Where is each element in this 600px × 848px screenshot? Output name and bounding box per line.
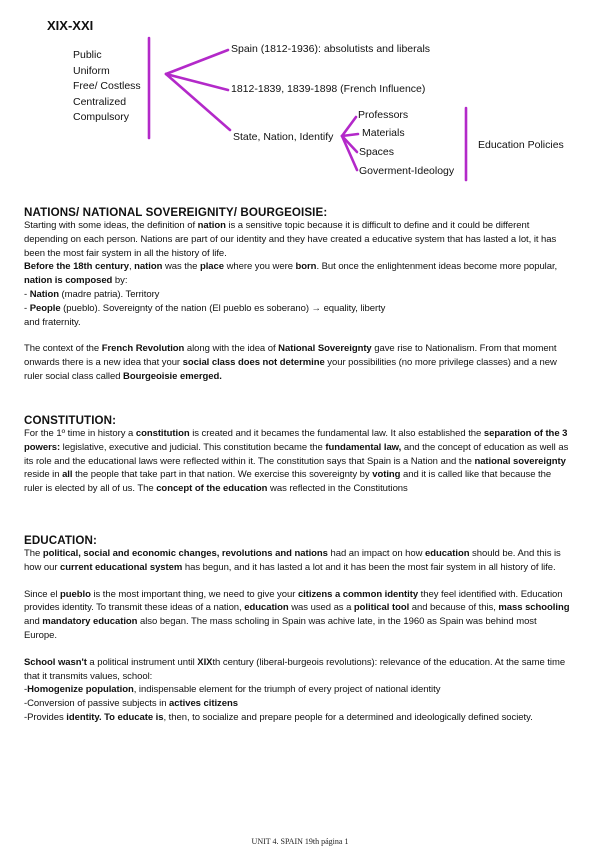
list-item (24, 683, 572, 697)
list-item-continued (24, 316, 572, 330)
text-run: -Conversion of passive subjects in (24, 698, 170, 710)
bold-text-run: mass schooling (498, 602, 570, 614)
text-run: along with the idea of (184, 343, 279, 355)
text-run: , (128, 261, 135, 273)
text-run: and because of this, (409, 602, 499, 614)
text-run: by: (112, 275, 128, 287)
bold-text-run: constitution (135, 428, 190, 439)
bold-text-run: voting (372, 469, 401, 481)
text-run: - (24, 684, 28, 696)
text-run: (pueblo). Sovereignty of the nation (El pueblo es soberano) → equality, liberty (60, 302, 386, 314)
text-run: , then, to socialize and prepare people for a determined and ideologically defined society. (163, 711, 533, 723)
bold-text-run: XIX (197, 656, 213, 668)
bold-text-run: Nation (29, 288, 59, 300)
sub-item-spaces: Spaces (359, 146, 395, 158)
text-run: is created and it becames the fundamental law. It also established the (189, 428, 484, 439)
text-run: is a sensitive topic because it is difficult to define and it could be different depending on each person. Nations are part of our identity and they have created a educative system that has lasted a lot, it has been the most fair system in all the history of life. (24, 220, 557, 259)
text-run: gave rise to Nationalism. From that moment onwards there is a new idea that your (24, 343, 557, 369)
characteristic-item: Compulsory (73, 111, 130, 123)
characteristic-item: Uniform (73, 64, 110, 77)
connector-sub-4 (342, 136, 357, 170)
text-run: The context of the (24, 343, 102, 355)
diagram-title: XIX-XXI (47, 18, 94, 33)
text-run: th century (liberal-burgeois revolutions): relevance of the education. At the same time that it transmits values, school: (24, 656, 566, 682)
bold-text-run: current educational system (60, 561, 183, 573)
text-run: had an impact on how (327, 548, 426, 559)
bold-text-run: national sovereignty (474, 455, 566, 467)
bold-text-run: pueblo (60, 588, 91, 600)
bold-text-run: separation of the 3 powers: (24, 428, 568, 453)
bold-text-run: fundamental law, (325, 441, 402, 453)
paragraph (24, 588, 572, 643)
bold-text-run: social class does not determine (182, 357, 325, 369)
text-run: was the (162, 261, 200, 273)
list-item (24, 288, 572, 302)
text-run: -Provides (24, 711, 67, 723)
list-item (24, 711, 572, 725)
bold-text-run: born (295, 261, 317, 273)
text-run: the people that take part in that nation. We exercise this sovereignty by (72, 469, 373, 481)
text-run: and it is called like that because the ruler is elected by all of us. The (24, 469, 552, 495)
bold-text-run: all (62, 469, 73, 481)
bold-text-run: School wasn't (24, 656, 87, 668)
paragraph (24, 342, 572, 383)
bold-text-run: nation (197, 220, 226, 231)
text-run: - (24, 302, 30, 314)
branch-dates: 1812-1839, 1839-1898 (French Influence) (231, 83, 426, 95)
sub-item-professors: Professors (358, 109, 409, 121)
text-run: a political instrument until (86, 656, 198, 668)
diagram-connectors (0, 0, 600, 210)
characteristic-item: Free/ Costless (73, 80, 141, 92)
bold-text-run: mandatory education (42, 616, 138, 628)
bold-text-run: French Revolution (101, 343, 185, 355)
text-run: and (24, 616, 43, 628)
bold-text-run: political tool (353, 602, 410, 614)
list-item (24, 697, 572, 711)
bold-text-run: political, social and economic changes, revolutions and nations (42, 548, 328, 559)
page-footer: UNIT 4. SPAIN 19th página 1 (251, 837, 349, 846)
text-run: , indispensable element for the triumph of every project of national identity (133, 684, 441, 696)
bold-text-run: National Sovereignty (278, 343, 372, 355)
sub-item-materials: Materials (362, 127, 405, 139)
text-run: has begun, and it has lasted a lot and it has been the most fair system in all history of life. (182, 561, 556, 573)
characteristic-item: Public (73, 49, 102, 61)
section-nations (24, 206, 572, 384)
bold-text-run: People (29, 302, 61, 314)
bold-text-run: nation is composed (24, 275, 113, 287)
text-run: was reflected in the Constitutions (267, 483, 408, 495)
text-run: they feel identified with. Education provides identity. To transmit these ideas of a nation, (24, 588, 563, 614)
bold-text-run: identity. To educate is (66, 711, 164, 723)
bold-text-run: nation (134, 261, 163, 273)
text-run: is the most important thing, we need to give your (90, 588, 298, 600)
text-run: For the 1º time in history a (24, 428, 136, 439)
text-run: reside in (24, 469, 63, 481)
branch-state: State, Nation, Identify (233, 131, 334, 143)
text-run: and the concept of education as well as its role and the educational laws were reflected within it. The constitution says that Spain is a Nation and the (24, 441, 569, 467)
bold-text-run: education (425, 548, 470, 559)
paragraph (24, 656, 572, 684)
connector-branch-1 (166, 50, 228, 74)
bold-text-run: citizens a common identity (297, 588, 419, 600)
paragraph (24, 427, 572, 496)
text-run: Starting with some ideas, the definition of (24, 220, 198, 231)
bold-text-run: Before the 18th century (24, 261, 129, 273)
bold-text-run: Bourgeoisie emerged. (123, 370, 222, 382)
text-run: should be. And this is how our (24, 548, 561, 573)
bold-text-run: Homogenize population (27, 684, 134, 696)
text-run: your possibilities (no more privilege classes) and a new ruler social class called (24, 357, 557, 382)
paragraph (24, 547, 572, 575)
bold-text-run: actives citizens (169, 698, 238, 710)
section-heading: CONSTITUTION: (24, 414, 117, 427)
paragraph (24, 219, 572, 260)
text-run: - (24, 288, 30, 300)
section-heading: EDUCATION: (24, 534, 97, 547)
paragraph (24, 260, 572, 288)
branch-spain: Spain (1812-1936): absolutists and liberals (231, 43, 431, 55)
text-run: also began. The mass scholing in Spain was achive late, in the 1960 as Spain was behind most Europe. (24, 616, 537, 641)
bold-text-run: concept of the education (156, 483, 268, 495)
characteristic-item: Centralized (73, 95, 127, 108)
text-run: legislative, executive and judicial. This constitution became the (60, 441, 326, 453)
text-run: . But once the enlightenment ideas become more popular, (316, 261, 558, 273)
section-constitution (24, 414, 572, 496)
text-run: (madre patria). Territory (58, 288, 160, 300)
list-item (24, 302, 572, 316)
education-policies-label: Education Policies (478, 139, 564, 151)
bold-text-run: place (199, 261, 224, 273)
text-run: and fraternity. (24, 316, 81, 328)
section-education (24, 534, 572, 725)
sub-item-ideology: Goverment-Ideology (359, 165, 455, 177)
text-run: where you were (223, 261, 296, 273)
section-heading: NATIONS/ NATIONAL SOVEREIGNITY/ BOURGEOISIE: (24, 206, 328, 219)
text-run: Since el (24, 588, 60, 600)
text-run: The (24, 548, 43, 559)
text-run: was used as a (288, 602, 354, 614)
connector-sub-1 (342, 117, 356, 136)
bold-text-run: education (244, 602, 289, 614)
